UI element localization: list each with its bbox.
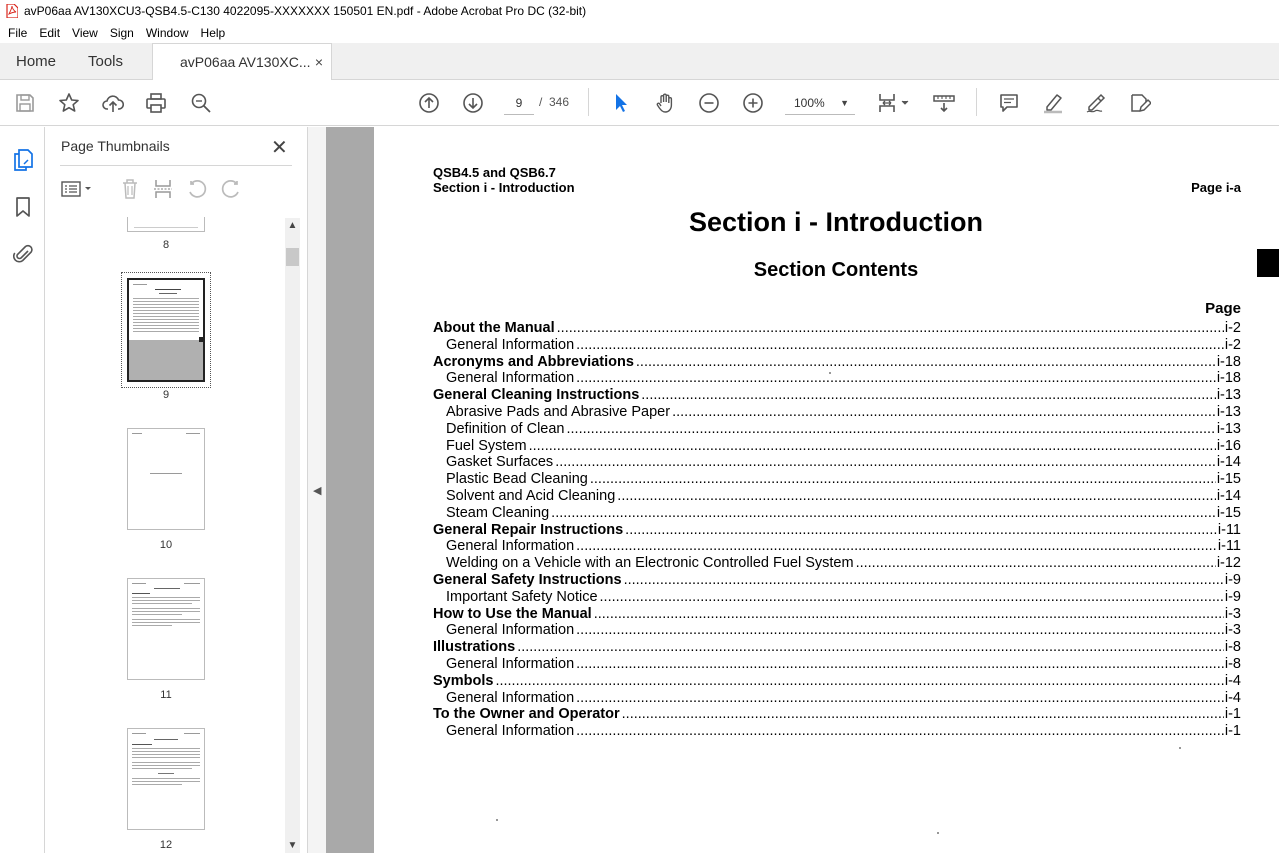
- toc-entry-page: i-4: [1224, 672, 1241, 689]
- toc-leader-dots: [622, 706, 1224, 723]
- toc-entry-page: i-8: [1224, 655, 1241, 672]
- toc-subsection-row[interactable]: [433, 505, 1241, 522]
- toc-entry-page: i-2: [1224, 320, 1241, 336]
- zoom-in-icon[interactable]: [741, 91, 765, 115]
- thumb-text-line: [132, 748, 200, 749]
- toc-leader-dots: [495, 673, 1223, 690]
- page-thumbnails-icon[interactable]: [10, 147, 36, 173]
- toc-entry-page: i-13: [1216, 420, 1241, 437]
- toc-entry-label: General Information: [446, 370, 575, 387]
- panel-toolbar: [60, 175, 292, 203]
- page-number-input[interactable]: 9: [504, 91, 534, 115]
- thumb-text-line: [132, 603, 192, 604]
- toc-leader-dots: [625, 522, 1217, 539]
- toc-entry-label: Important Safety Notice: [446, 588, 598, 605]
- toc-entry-label: Symbols: [433, 672, 494, 689]
- thumb-text-line: [132, 608, 200, 609]
- toc-entry-label: General Information: [446, 689, 575, 706]
- running-header-model: QSB4.5 and QSB6.7: [433, 165, 556, 180]
- menu-sign[interactable]: Sign: [109, 25, 134, 40]
- page-thumbnail-selected[interactable]: [127, 278, 205, 382]
- thumb-text-line: [132, 781, 200, 782]
- fit-page-icon[interactable]: [876, 91, 912, 115]
- toc-leader-dots: [517, 639, 1224, 656]
- toc-entry-label: General Repair Instructions: [433, 521, 624, 538]
- toc-leader-dots: [576, 690, 1224, 707]
- toc-entry-label: Illustrations: [433, 639, 516, 656]
- thumb-text-line: [132, 614, 182, 615]
- toc-leader-dots: [576, 337, 1224, 354]
- main-toolbar: [0, 80, 1279, 126]
- thumb-text-line: [133, 316, 199, 317]
- toc-entry-page: i-11: [1217, 538, 1241, 555]
- thumb-text-line: [133, 301, 199, 302]
- delete-page-icon[interactable]: [118, 175, 142, 203]
- toc-entry-label: General Information: [446, 538, 575, 555]
- toc-entry-label: General Information: [446, 655, 575, 672]
- options-menu-icon[interactable]: [60, 175, 94, 203]
- thumbnail-scrollbar[interactable]: [285, 218, 300, 853]
- table-of-contents: [433, 320, 1241, 740]
- toc-leader-dots: [600, 589, 1224, 606]
- thumb-text-line: [133, 304, 199, 305]
- toc-entry-label: Definition of Clean: [446, 420, 565, 437]
- thumb-text-line: [132, 778, 200, 779]
- thumb-text-line: [133, 310, 199, 311]
- toc-entry-page: i-8: [1224, 639, 1241, 656]
- redo-icon[interactable]: [219, 175, 243, 203]
- thumb-text-line: [132, 765, 200, 766]
- thumb-text-line: [159, 293, 177, 294]
- toc-entry-page: i-14: [1216, 454, 1241, 471]
- edit-icon[interactable]: [1128, 91, 1152, 115]
- toc-entry-page: i-11: [1217, 521, 1241, 538]
- toc-section-row[interactable]: [433, 320, 1241, 337]
- thumb-text-line: [132, 784, 182, 785]
- toc-entry-page: i-1: [1224, 723, 1241, 740]
- toc-entry-label: How to Use the Manual: [433, 605, 592, 622]
- toc-subsection-row[interactable]: [433, 421, 1241, 438]
- thumb-text-line: [132, 751, 200, 752]
- thumb-text-line: [132, 611, 200, 612]
- thumb-text-line: [132, 622, 200, 623]
- panel-title: Page Thumbnails: [61, 138, 170, 154]
- menu-window[interactable]: Window: [145, 25, 189, 40]
- comment-icon[interactable]: [997, 91, 1021, 115]
- search-zoom-icon[interactable]: [189, 91, 213, 115]
- toc-entry-page: i-14: [1216, 487, 1241, 504]
- toc-leader-dots: [594, 606, 1224, 623]
- thumbnail-resize-handle[interactable]: [199, 337, 204, 342]
- toc-leader-dots: [576, 723, 1224, 740]
- toc-entry-label: Solvent and Acid Cleaning: [446, 487, 616, 504]
- toc-entry-label: Welding on a Vehicle with an Electronic Controlled Fuel System: [446, 555, 854, 572]
- menu-help[interactable]: Help: [200, 25, 226, 40]
- left-rail: [0, 127, 45, 853]
- page-thumbnail[interactable]: [127, 578, 205, 680]
- select-cursor-icon[interactable]: [609, 91, 633, 115]
- section-title: Section i - Introduction: [689, 207, 983, 237]
- toc-leader-dots: [567, 421, 1216, 438]
- menu-edit[interactable]: Edit: [39, 25, 61, 40]
- toc-subsection-row[interactable]: [433, 404, 1241, 421]
- toc-entry-label: General Information: [446, 622, 575, 639]
- toc-entry-label: Steam Cleaning: [446, 504, 550, 521]
- thumbnail-label: 9: [162, 389, 170, 401]
- scroll-down-icon[interactable]: ▼: [287, 840, 298, 851]
- toc-entry-page: i-4: [1224, 689, 1241, 706]
- toc-entry-label: Acronyms and Abbreviations: [433, 353, 634, 370]
- thumb-text-line: [154, 588, 180, 589]
- toc-entry-page: i-15: [1216, 471, 1241, 488]
- thumb-text-line: [132, 433, 142, 434]
- collapse-left-icon[interactable]: ◀: [313, 485, 322, 497]
- page-thumbnail[interactable]: [127, 428, 205, 530]
- thumbnail-label: 10: [159, 539, 173, 551]
- toc-entry-page: i-2: [1224, 336, 1241, 353]
- toc-entry-page: i-9: [1224, 588, 1241, 605]
- toc-entry-page: i-9: [1224, 571, 1241, 588]
- save-icon[interactable]: [13, 91, 37, 115]
- thumb-text-line: [132, 757, 200, 758]
- zoom-level-value: 100%: [794, 96, 825, 110]
- toc-section-row[interactable]: [433, 673, 1241, 690]
- page-thumbnails-panel: [45, 127, 307, 853]
- toc-subsection-row[interactable]: [433, 690, 1241, 707]
- window-title: avP06aa AV130XCU3-QSB4.5-C130 4022095-XXXXXXX 150501 EN.pdf - Adobe Acrobat Pro DC (32-bit): [24, 4, 587, 18]
- thumb-text-line: [133, 322, 199, 323]
- hand-icon[interactable]: [653, 91, 677, 115]
- toc-entry-page: i-3: [1224, 622, 1241, 639]
- thumb-text-line: [186, 433, 200, 434]
- toc-section-row[interactable]: [433, 606, 1241, 623]
- thumb-text-line: [132, 625, 172, 626]
- toc-leader-dots: [617, 488, 1216, 505]
- thumb-text-line: [133, 313, 199, 314]
- print-icon[interactable]: [144, 91, 168, 115]
- thumb-text-line: [133, 325, 199, 326]
- thumb-text-line: [132, 583, 146, 584]
- thumbnail-list[interactable]: [60, 217, 285, 853]
- toc-leader-dots: [624, 572, 1224, 589]
- toc-leader-dots: [672, 404, 1216, 421]
- toc-entry-label: Gasket Surfaces: [446, 454, 554, 471]
- menu-bar: [0, 22, 1279, 43]
- toc-entry-label: General Cleaning Instructions: [433, 387, 640, 404]
- running-header-page: Page i-a: [1191, 180, 1241, 195]
- tab-tools[interactable]: Tools: [88, 53, 124, 70]
- next-page-icon[interactable]: [461, 91, 485, 115]
- menu-view[interactable]: View: [72, 25, 98, 40]
- page-thumbnail[interactable]: [127, 217, 205, 232]
- thumb-text-line: [132, 768, 192, 769]
- thumb-text-line: [184, 583, 200, 584]
- toc-entry-label: General Information: [446, 336, 575, 353]
- panel-divider: [60, 165, 292, 166]
- toc-leader-dots: [576, 622, 1224, 639]
- toc-subsection-row[interactable]: [433, 488, 1241, 505]
- thumb-text-line: [133, 328, 199, 329]
- toc-subsection-row[interactable]: [433, 454, 1241, 471]
- toc-subsection-row[interactable]: [433, 438, 1241, 455]
- toc-leader-dots: [590, 471, 1216, 488]
- chevron-down-icon: ▼: [840, 98, 849, 108]
- scan-speck: [829, 372, 831, 374]
- thumb-text-line: [154, 739, 178, 740]
- title-bar: [0, 0, 1279, 22]
- scan-speck: [937, 832, 939, 834]
- scrollbar-thumb[interactable]: [286, 248, 299, 266]
- thumb-text-line: [133, 284, 147, 285]
- page-edge-tab-marker: [1257, 249, 1279, 277]
- thumb-text-line: [132, 754, 200, 755]
- thumb-text-line: [150, 473, 182, 474]
- section-contents-heading: Section Contents: [753, 259, 919, 281]
- toc-section-row[interactable]: [433, 639, 1241, 656]
- bookmark-star-icon[interactable]: [57, 91, 81, 115]
- scroll-mode-icon[interactable]: [931, 91, 957, 115]
- toc-page-column-heading: Page: [1205, 300, 1241, 317]
- toc-entry-label: To the Owner and Operator: [433, 706, 620, 723]
- thumb-text-line: [134, 227, 198, 228]
- thumbnail-label: 11: [160, 689, 172, 701]
- toc-subsection-row[interactable]: [433, 589, 1241, 606]
- toc-entry-page: i-1: [1224, 706, 1241, 723]
- toc-section-row[interactable]: [433, 706, 1241, 723]
- thumb-text-line: [155, 289, 181, 290]
- menu-file[interactable]: File: [8, 25, 28, 40]
- thumb-text-line: [133, 331, 199, 332]
- thumb-text-line: [133, 307, 199, 308]
- toc-subsection-row[interactable]: [433, 370, 1241, 387]
- thumb-text-line: [132, 597, 200, 598]
- toc-leader-dots: [576, 538, 1217, 555]
- prev-page-icon[interactable]: [417, 91, 441, 115]
- thumb-text-line: [132, 600, 200, 601]
- tab-document[interactable]: [152, 43, 332, 81]
- toc-entry-page: i-15: [1216, 504, 1241, 521]
- toc-entry-page: i-12: [1216, 555, 1241, 572]
- toc-entry-page: i-13: [1216, 403, 1241, 420]
- toc-leader-dots: [576, 370, 1216, 387]
- sign-icon[interactable]: [1084, 91, 1108, 115]
- attachments-icon[interactable]: [10, 240, 36, 266]
- zoom-level-select[interactable]: [785, 91, 855, 115]
- toc-entry-page: i-18: [1216, 370, 1241, 387]
- toc-entry-label: General Information: [446, 723, 575, 740]
- highlight-icon[interactable]: [1041, 91, 1065, 115]
- toc-leader-dots: [636, 354, 1216, 371]
- thumbnail-visible-region: [129, 340, 203, 380]
- panel-collapse-bar[interactable]: [307, 127, 326, 853]
- toc-section-row[interactable]: [433, 354, 1241, 371]
- toc-entry-page: i-13: [1216, 387, 1241, 404]
- scan-speck: [1179, 747, 1181, 749]
- thumb-text-line: [133, 319, 199, 320]
- toolbar-divider: [976, 88, 977, 116]
- tab-home[interactable]: Home: [16, 53, 57, 70]
- close-tab-icon[interactable]: ×: [314, 54, 323, 70]
- toc-subsection-row[interactable]: [433, 723, 1241, 740]
- toc-subsection-row[interactable]: [433, 471, 1241, 488]
- page-separator: /: [539, 95, 543, 109]
- running-header-section: Section i - Introduction: [433, 180, 575, 195]
- toc-entry-page: i-18: [1216, 353, 1241, 370]
- toc-leader-dots: [529, 438, 1216, 455]
- toc-subsection-row[interactable]: [433, 622, 1241, 639]
- toc-leader-dots: [555, 454, 1216, 471]
- undo-icon[interactable]: [185, 175, 209, 203]
- thumbnail-label: 12: [159, 839, 173, 851]
- toc-leader-dots: [551, 505, 1216, 522]
- zoom-out-icon[interactable]: [697, 91, 721, 115]
- insert-page-icon[interactable]: [151, 175, 175, 203]
- thumb-text-line: [132, 619, 200, 620]
- thumb-text-line: [132, 733, 146, 734]
- thumb-text-line: [184, 733, 200, 734]
- acrobat-pdf-icon: [6, 4, 18, 18]
- scan-speck: [496, 819, 498, 821]
- pdf-page: [374, 127, 1279, 853]
- toc-subsection-row[interactable]: [433, 538, 1241, 555]
- toc-leader-dots: [557, 320, 1224, 337]
- thumb-text-line: [132, 744, 152, 745]
- thumbnail-label: 8: [162, 239, 170, 251]
- document-viewer[interactable]: [326, 127, 1279, 853]
- toc-subsection-row[interactable]: [433, 555, 1241, 572]
- toc-entry-label: About the Manual: [433, 320, 555, 336]
- tab-document-label: avP06aa AV130XC...: [180, 54, 311, 70]
- page-total: 346: [549, 95, 570, 109]
- toc-leader-dots: [641, 387, 1216, 404]
- toc-subsection-row[interactable]: [433, 656, 1241, 673]
- tab-bar: [0, 43, 1279, 80]
- toc-section-row[interactable]: [433, 572, 1241, 589]
- toc-entry-label: Abrasive Pads and Abrasive Paper: [446, 403, 671, 420]
- close-panel-icon[interactable]: ✕: [271, 137, 288, 159]
- toc-section-row[interactable]: [433, 522, 1241, 539]
- toc-leader-dots: [856, 555, 1216, 572]
- thumb-text-line: [132, 762, 200, 763]
- toc-entry-label: General Safety Instructions: [433, 571, 622, 588]
- thumb-text-line: [158, 773, 174, 774]
- toc-section-row[interactable]: [433, 387, 1241, 404]
- page-thumbnail[interactable]: [127, 728, 205, 830]
- thumb-text-line: [132, 593, 150, 594]
- toc-entry-label: Fuel System: [446, 437, 527, 454]
- bookmarks-icon[interactable]: [10, 194, 36, 220]
- thumb-text-line: [133, 298, 199, 299]
- toc-entry-page: i-16: [1216, 437, 1241, 454]
- toc-subsection-row[interactable]: [433, 337, 1241, 354]
- toc-leader-dots: [576, 656, 1224, 673]
- toc-entry-page: i-3: [1224, 605, 1241, 622]
- scroll-up-icon[interactable]: ▲: [287, 220, 298, 231]
- toc-entry-label: Plastic Bead Cleaning: [446, 471, 588, 488]
- toolbar-divider: [588, 88, 589, 116]
- upload-icon[interactable]: [101, 91, 125, 115]
